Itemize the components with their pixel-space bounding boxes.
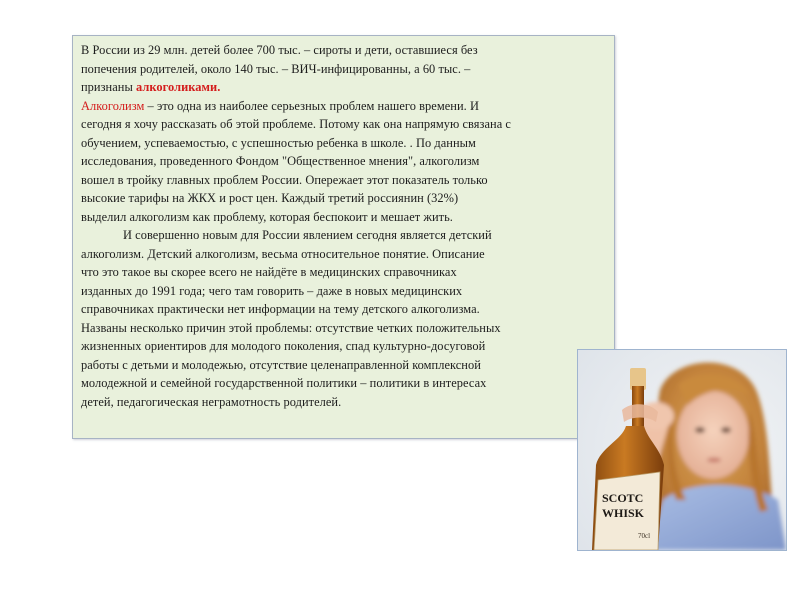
photo-illustration bbox=[578, 350, 786, 550]
article-line bbox=[81, 152, 607, 171]
article-text: – это одна из наиболее серьезных проблем нашего времени. И bbox=[144, 98, 479, 113]
article-line bbox=[81, 60, 607, 79]
article-text: справочниках практически нет информации на тему детского алкоголизма. bbox=[81, 302, 480, 316]
article-line bbox=[81, 374, 607, 393]
child-with-bottle-photo bbox=[577, 349, 787, 551]
article-text-box bbox=[72, 35, 615, 439]
article-text: Названы несколько причин этой проблемы: отсутствие четких положительных bbox=[81, 320, 501, 335]
article-text: исследования, проведенного Фондом "Общественное мнения", алкоголизм bbox=[81, 154, 480, 168]
article-line bbox=[81, 115, 607, 134]
highlighted-term: Алкоголизм bbox=[81, 98, 145, 113]
article-line bbox=[81, 393, 607, 412]
article-line bbox=[81, 300, 607, 319]
article-text: попечения родителей, около 140 тыс. – ВИЧ-инфицированны, а 60 тыс. – bbox=[81, 61, 471, 76]
article-line bbox=[81, 171, 607, 190]
article-line bbox=[81, 41, 607, 60]
highlighted-term: алкоголиками. bbox=[136, 80, 221, 94]
bottle-label-line2: WHISK bbox=[602, 506, 645, 520]
article-line bbox=[81, 78, 607, 97]
article-line bbox=[81, 189, 607, 208]
article-text: сегодня я хочу рассказать об этой проблеме. Потому как она напрямую связана с bbox=[81, 117, 511, 131]
article-text: В России из 29 млн. детей более 700 тыс. – сироты и дети, оставшиеся без bbox=[81, 43, 478, 57]
article-text: вошел в тройку главных проблем России. Опережает этот показатель только bbox=[81, 172, 488, 187]
bottle-label-line1: SCOTC bbox=[602, 491, 644, 505]
article-line bbox=[81, 226, 607, 245]
article-text: алкоголизм. Детский алкоголизм, весьма относительное понятие. Описание bbox=[81, 246, 485, 261]
article-line bbox=[81, 208, 607, 227]
article-text: работы с детьми и молодежью, отсутствие целенаправленной комплексной bbox=[81, 357, 481, 372]
article-body bbox=[81, 41, 607, 411]
article-line bbox=[81, 319, 607, 338]
article-text: молодежной и семейной государственной политики – политики в интересах bbox=[81, 376, 487, 390]
article-text: детей, педагогическая неграмотность родителей. bbox=[81, 394, 342, 409]
article-text: жизненных ориентиров для молодого поколения, спад культурно-досуговой bbox=[81, 339, 486, 353]
article-text: что это такое вы скорее всего не найдёте в медицинских справочниках bbox=[81, 265, 457, 279]
article-line bbox=[81, 263, 607, 282]
article-line bbox=[81, 245, 607, 264]
article-line bbox=[81, 97, 607, 116]
article-line bbox=[81, 282, 607, 301]
article-text: обучением, успеваемостью, с успешностью ребенка в школе. . По данным bbox=[81, 135, 476, 150]
article-line bbox=[81, 134, 607, 153]
article-text: высокие тарифы на ЖКХ и рост цен. Каждый третий россиянин (32%) bbox=[81, 191, 459, 205]
article-line bbox=[81, 337, 607, 356]
article-text: И совершенно новым для России явлением сегодня является детский bbox=[123, 228, 492, 242]
article-text: признаны bbox=[81, 80, 136, 94]
article-line bbox=[81, 356, 607, 375]
article-text: выделил алкоголизм как проблему, которая беспокоит и мешает жить. bbox=[81, 209, 453, 224]
bottle-label-volume: 70cl bbox=[638, 532, 651, 540]
article-text: изданных до 1991 года; чего там говорить – даже в новых медицинских bbox=[81, 283, 463, 298]
